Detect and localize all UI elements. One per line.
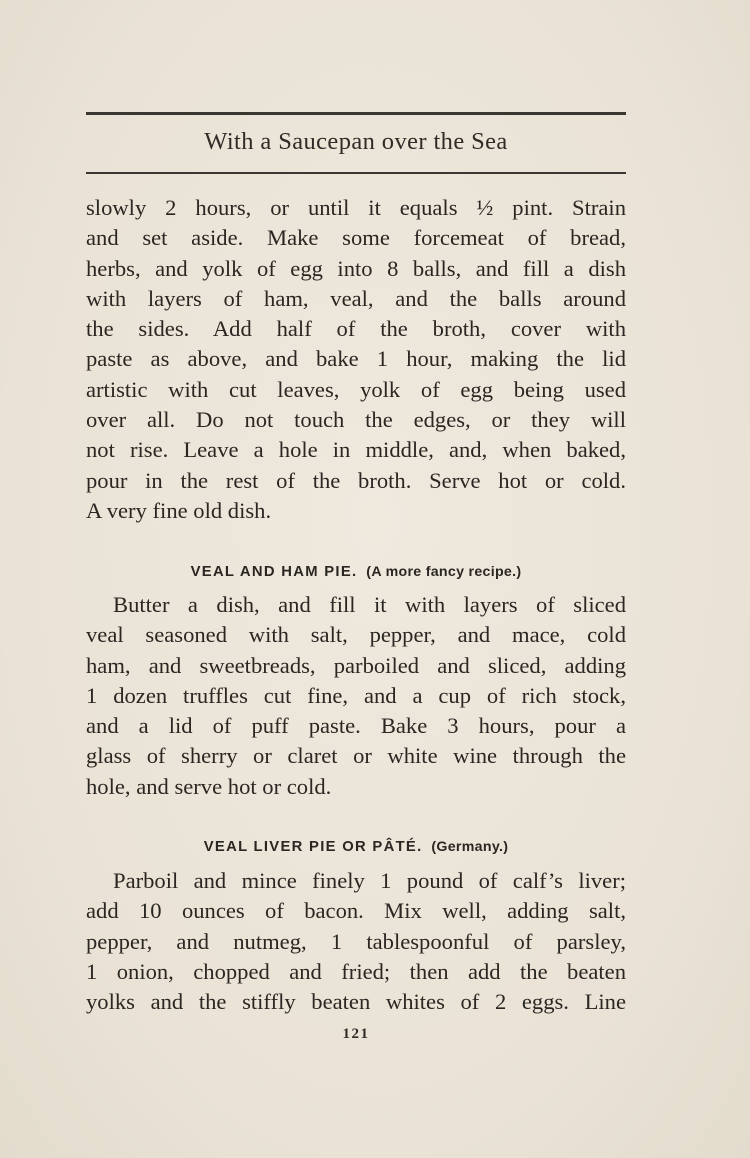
text-line: 1 onion, chopped and fried; then add the beaten — [86, 958, 626, 984]
text-line: hole, and serve hot or cold. — [86, 773, 332, 799]
text-line: herbs, and yolk of egg into 8 balls, and fill a dish — [86, 255, 626, 281]
header-top-rule — [86, 112, 626, 115]
recipe-body-veal-liver-pie — [86, 866, 626, 1017]
text-line: glass of sherry or claret or white wine through the — [86, 743, 626, 769]
text-line: pour in the rest of the broth. Serve hot or cold. — [86, 467, 626, 493]
recipe-note: (A more fancy recipe.) — [366, 564, 522, 580]
text-line: over all. Do not touch the edges, or they will — [86, 407, 626, 433]
text-line: yolks and the stiffly beaten whites of 2 eggs. Line — [86, 989, 626, 1015]
text-line: ham, and sweetbreads, parboiled and sliced, adding — [86, 652, 626, 678]
text-line: Parboil and mince finely 1 pound of calf’s liver; — [113, 868, 626, 893]
text-line: A very fine old dish. — [86, 497, 272, 523]
header-bottom-rule — [86, 172, 626, 174]
text-line: 1 dozen truffles cut fine, and a cup of rich stock, — [86, 682, 626, 708]
paragraph-continued — [86, 193, 626, 526]
running-head: With a Saucepan over the Sea — [204, 128, 508, 155]
recipe-title: VEAL AND HAM PIE. — [190, 564, 358, 580]
recipe-note: (Germany.) — [431, 839, 509, 855]
text-line: pepper, and nutmeg, 1 tablespoonful of parsley, — [86, 928, 626, 954]
text-line: and set aside. Make some forcemeat of bread, — [86, 225, 626, 251]
text-line: slowly 2 hours, or until it equals ½ pint. Strain — [86, 195, 626, 220]
text-line: artistic with cut leaves, yolk of egg being used — [86, 376, 626, 402]
text-line: the sides. Add half of the broth, cover with — [86, 316, 626, 342]
text-line: and a lid of puff paste. Bake 3 hours, pour a — [86, 713, 626, 739]
text-line: with layers of ham, veal, and the balls around — [86, 285, 626, 311]
text-line: Butter a dish, and fill it with layers of sliced — [113, 592, 626, 617]
recipe-heading-veal-liver-pie — [86, 838, 626, 856]
page-number: 121 — [342, 1026, 370, 1042]
recipe-title: VEAL LIVER PIE OR PÂTÉ. — [203, 839, 423, 855]
text-line: veal seasoned with salt, pepper, and mace, cold — [86, 622, 626, 648]
text-line: paste as above, and bake 1 hour, making the lid — [86, 346, 626, 372]
recipe-heading-veal-ham-pie — [86, 563, 626, 581]
text-line: add 10 ounces of bacon. Mix well, adding salt, — [86, 898, 626, 924]
text-line: not rise. Leave a hole in middle, and, when baked, — [86, 437, 626, 463]
recipe-body-veal-ham-pie — [86, 590, 626, 802]
